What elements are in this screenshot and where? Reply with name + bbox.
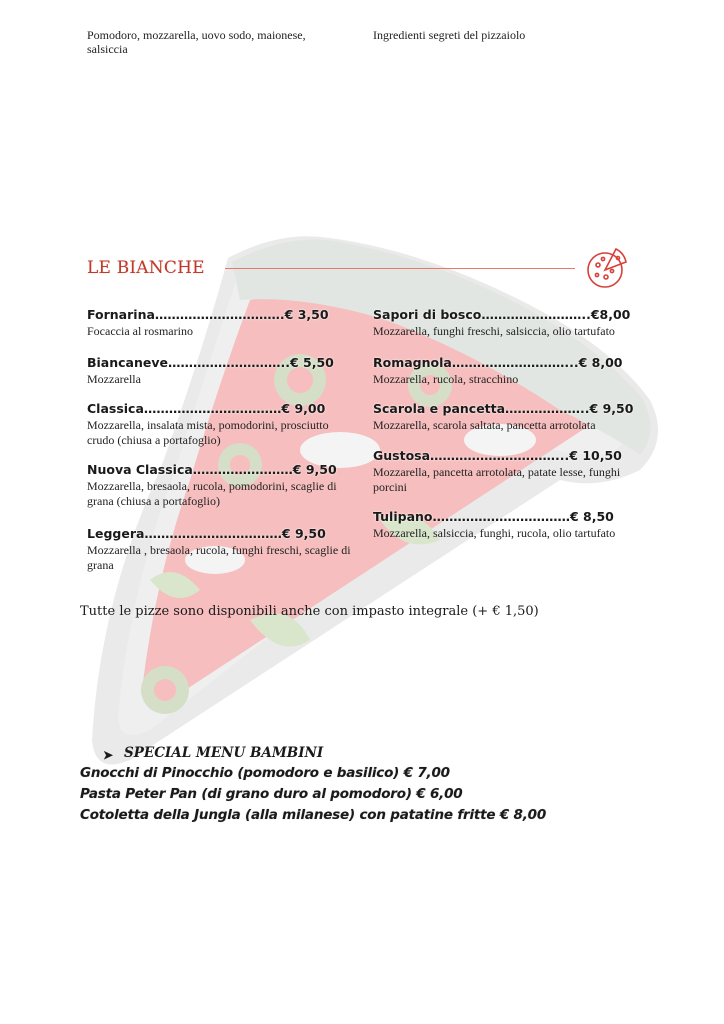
kids-menu-item: Pasta Peter Pan (di grano duro al pomodoro) € 6,00 — [80, 786, 463, 802]
kids-menu-item: Cotoletta della Jungla (alla milanese) con patatine fritte € 8,00 — [80, 807, 547, 823]
menu-item-name: Scarola e pancetta………………..€ 9,50 — [373, 401, 634, 416]
kids-menu-heading — [80, 744, 546, 763]
kids-menu-title: SPECIAL MENU BAMBINI — [124, 745, 324, 761]
menu-item-description: Focaccia al rosmarino — [87, 324, 193, 338]
menu-item-name: Nuova Classica……………………€ 9,50 — [87, 462, 337, 477]
menu-item-description: Mozzarella, rucola, stracchino — [373, 372, 519, 386]
menu-item-description: Mozzarella, funghi freschi, salsiccia, olio tartufato — [373, 324, 615, 338]
menu-item-description: Mozzarella — [87, 372, 141, 386]
menu-item-description: Mozzarella, insalata mista, pomodorini, prosciutto crudo (chiusa a portafoglio) — [87, 418, 329, 447]
arrow-bullet-icon: ➤ — [103, 748, 114, 762]
kids-menu — [80, 744, 546, 826]
menu-item — [87, 401, 357, 447]
menu-item — [87, 526, 357, 572]
menu-item-name: Leggera……………………………€ 9,50 — [87, 526, 326, 541]
kids-menu-item: Gnocchi di Pinocchio (pomodoro e basilico) € 7,00 — [80, 765, 450, 781]
menu-item — [87, 462, 357, 508]
menu-item — [87, 307, 357, 339]
menu-item-description: Mozzarella , bresaola, rucola, funghi freschi, scaglie di grana — [87, 543, 351, 572]
menu-item-name: Fornarina………………………….€ 3,50 — [87, 307, 329, 322]
section-title: LE BIANCHE — [87, 258, 205, 278]
menu-item — [373, 307, 648, 339]
menu-item — [373, 448, 648, 494]
menu-item-name: Gustosa…………………………...€ 10,50 — [373, 448, 622, 463]
menu-item-name: Sapori di bosco……………………..€8,00 — [373, 307, 631, 322]
menu-item-description: Mozzarella, salsiccia, funghi, rucola, olio tartufato — [373, 526, 616, 540]
menu-item — [87, 355, 357, 387]
top-right-description: Ingredienti segreti del pizzaiolo — [373, 28, 526, 42]
title-divider — [225, 268, 575, 269]
menu-item-name: Romagnola………………………...€ 8,00 — [373, 355, 623, 370]
pizza-icon — [584, 243, 630, 291]
menu-item-description: Mozzarella, pancetta arrotolata, patate lesse, funghi porcini — [373, 465, 621, 494]
menu-item — [373, 401, 648, 433]
menu-item-name: Tulipano……………………………€ 8,50 — [373, 509, 614, 524]
menu-item-name: Biancaneve………………………..€ 5,50 — [87, 355, 334, 370]
wholemeal-note: Tutte le pizze sono disponibili anche con impasto integrale (+ € 1,50) — [80, 604, 539, 619]
menu-item — [373, 509, 648, 541]
top-left-description: Pomodoro, mozzarella, uovo sodo, maionese, salsiccia — [87, 28, 306, 56]
menu-item-description: Mozzarella, bresaola, rucola, pomodorini, scaglie di grana (chiusa a portafoglio) — [87, 479, 337, 508]
menu-item — [373, 355, 648, 387]
menu-item-name: Classica……………………………€ 9,00 — [87, 401, 326, 416]
menu-item-description: Mozzarella, scarola saltata, pancetta arrotolata — [373, 418, 596, 432]
